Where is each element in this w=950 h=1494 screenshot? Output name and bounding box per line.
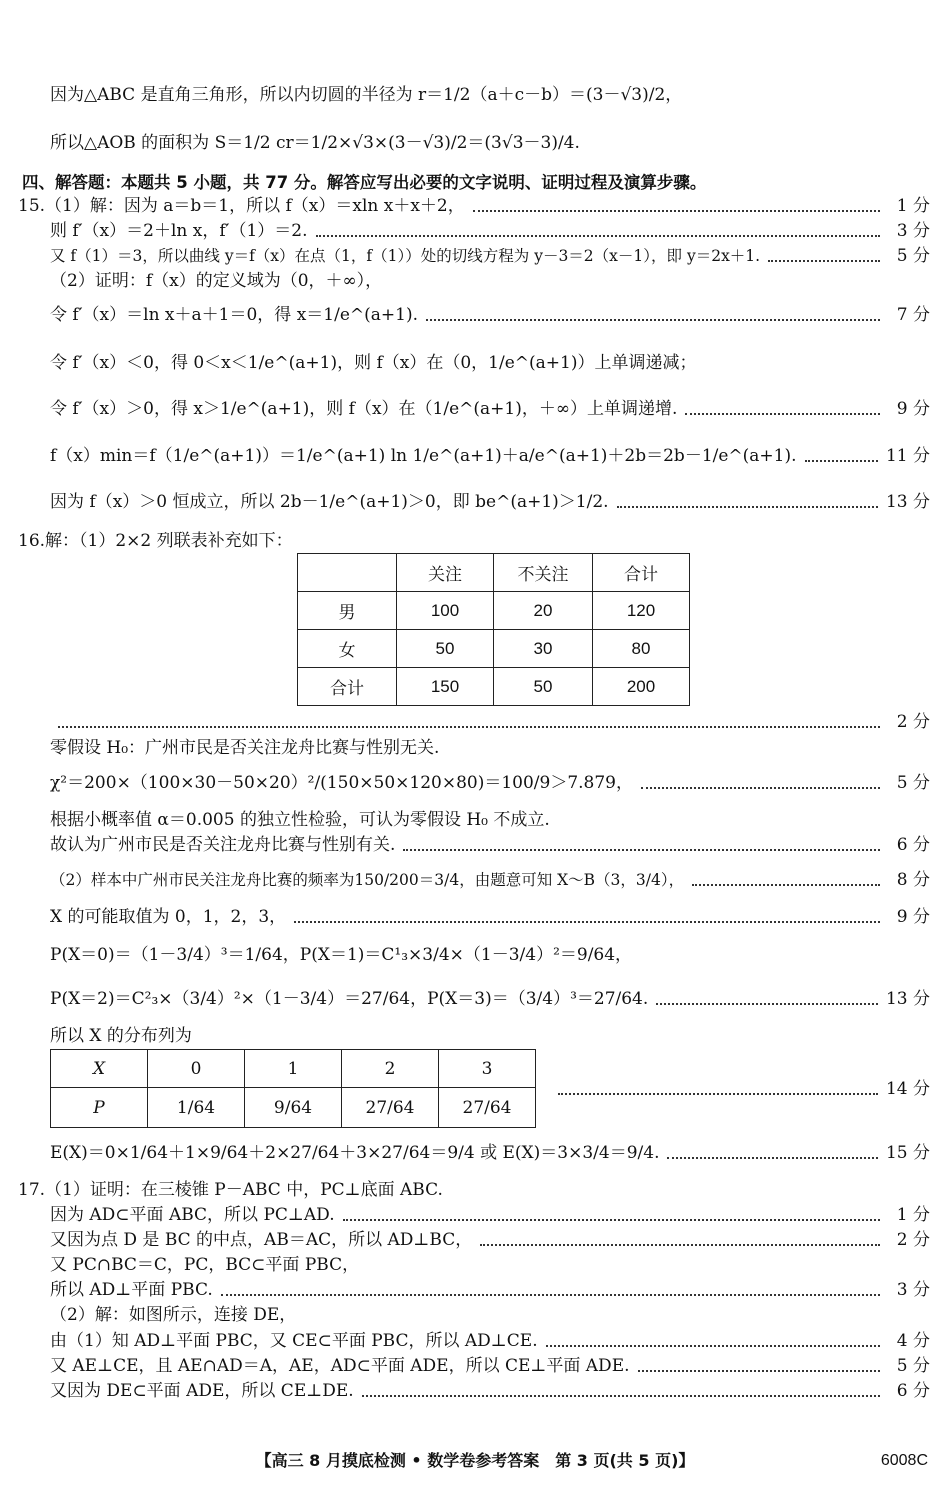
table-cell: P	[51, 1088, 148, 1128]
text-line	[550, 1076, 930, 1102]
text-line: P(X＝2)＝C²₃×（3/4）²×（1－3/4）＝27/64，P(X＝3)＝（3/4）³＝27/64. 13 分	[50, 986, 930, 1012]
score-label: 5 分	[896, 773, 930, 793]
text-line: （2）证明：f（x）的定义域为（0，＋∞），	[50, 271, 383, 291]
score-label: 2 分	[896, 1230, 930, 1250]
table-cell: 2	[342, 1050, 439, 1088]
score-label: 11 分	[885, 446, 930, 466]
text-line: 零假设 H₀：广州市民是否关注龙舟比赛与性别无关.	[50, 738, 440, 758]
text-line: P(X＝0)＝（1－3/4）³＝1/64，P(X＝1)＝C¹₃×3/4×（1－3/4）²＝9/64，	[50, 945, 633, 965]
score-label: 9 分	[896, 399, 930, 419]
footer-code: 6008C	[880, 1452, 928, 1469]
table-header-cell: 关注	[397, 554, 494, 592]
contingency-table	[297, 553, 690, 706]
distribution-table	[50, 1049, 536, 1128]
text-line: 又 AE⊥CE，且 AE∩AD＝A，AE，AD⊂平面 ADE，所以 CE⊥平面 ADE. 5 分	[50, 1353, 930, 1379]
page-footer	[0, 1448, 950, 1474]
table-cell: 150	[397, 668, 494, 706]
text-line: 令 f′（x）＜0，得 0＜x＜1/e^(a+1)，则 f（x）在（0，1/e^(a+1)）上单调递减；	[50, 353, 697, 373]
text-line: 由（1）知 AD⊥平面 PBC，又 CE⊂平面 PBC，所以 AD⊥CE. 4 分	[50, 1328, 930, 1354]
text-line: 根据小概率值 α＝0.005 的独立性检验，可认为零假设 H₀ 不成立.	[50, 810, 550, 830]
text-line: 所以 X 的分布列为	[50, 1026, 192, 1046]
score-label: 8 分	[896, 870, 930, 890]
score-label: 6 分	[896, 1381, 930, 1401]
table-cell: 男	[298, 592, 397, 630]
text-line: X 的可能取值为 0，1，2，3， 9 分	[50, 904, 930, 930]
table-cell: 200	[593, 668, 690, 706]
text-line: （2）样本中广州市民关注龙舟比赛的频率为150/200＝3/4，由题意可知 X～B（3，3/4）， 8 分	[50, 867, 930, 893]
table-cell: 27/64	[439, 1088, 536, 1128]
table-header-cell: 合计	[593, 554, 690, 592]
table-cell: 30	[494, 630, 593, 668]
text-line: 15.（1）解：因为 a＝b＝1，所以 f（x）＝xln x＋x＋2， 1 分	[18, 193, 930, 219]
score-label: 2 分	[896, 712, 930, 732]
score-label: 4 分	[896, 1331, 930, 1351]
table-cell: 50	[397, 630, 494, 668]
text-line	[50, 709, 930, 735]
text-line: 则 f′（x）＝2＋ln x，f′（1）＝2. 3 分	[50, 218, 930, 244]
score-label: 13 分	[885, 492, 930, 512]
score-label: 7 分	[896, 305, 930, 325]
text-line: 因为△ABC 是直角三角形，所以内切圆的半径为 r＝1/2（a＋c－b）＝(3－√3)/2，	[50, 85, 683, 105]
text-line: 17.（1）证明：在三棱锥 P－ABC 中，PC⊥底面 ABC.	[18, 1180, 443, 1200]
text-line: 令 f′（x）＝ln x＋a＋1＝0，得 x＝1/e^(a+1). 7 分	[50, 302, 930, 328]
table-cell: 0	[148, 1050, 245, 1088]
table-cell: 27/64	[342, 1088, 439, 1128]
score-label: 1 分	[896, 1205, 930, 1225]
text-line: 又 f（1）＝3，所以曲线 y＝f（x）在点（1，f（1））处的切线方程为 y－3＝2（x－1），即 y＝2x＋1. 5 分	[50, 243, 930, 269]
table-header-cell: 不关注	[494, 554, 593, 592]
footer-title: 【高三 8 月摸底检测 • 数学卷参考答案 第 3 页(共 5 页)】	[255, 1451, 695, 1470]
score-label: 14 分	[885, 1079, 930, 1099]
text-line: 16.解：（1）2×2 列联表补充如下：	[18, 531, 293, 551]
table-cell: 合计	[298, 668, 397, 706]
table-row	[298, 592, 690, 630]
score-label: 1 分	[896, 196, 930, 216]
table-header-cell	[298, 554, 397, 592]
score-label: 6 分	[896, 835, 930, 855]
table-cell: 1/64	[148, 1088, 245, 1128]
section-heading: 四、解答题：本题共 5 小题，共 77 分。解答应写出必要的文字说明、证明过程及演算步骤。	[22, 173, 707, 192]
score-label: 5 分	[896, 1356, 930, 1376]
score-label: 9 分	[896, 907, 930, 927]
text-line: E(X)＝0×1/64＋1×9/64＋2×27/64＋3×27/64＝9/4 或 E(X)＝3×3/4＝9/4. 15 分	[50, 1140, 930, 1166]
table-cell: 20	[494, 592, 593, 630]
table-row	[298, 668, 690, 706]
table-cell: 3	[439, 1050, 536, 1088]
table-cell: 50	[494, 668, 593, 706]
text-line: 令 f′（x）＞0，得 x＞1/e^(a+1)，则 f（x）在（1/e^(a+1)，＋∞）上单调递增. 9 分	[50, 396, 930, 422]
text-line: （2）解：如图所示，连接 DE，	[50, 1305, 297, 1325]
score-label: 3 分	[896, 1280, 930, 1300]
table-cell: 120	[593, 592, 690, 630]
table-row	[51, 1088, 536, 1128]
text-line: 所以△AOB 的面积为 S＝1/2 cr＝1/2×√3×(3－√3)/2＝(3√3－3)/4.	[50, 133, 580, 153]
score-label: 5 分	[896, 246, 930, 266]
text-line: f（x）min＝f（1/e^(a+1)）＝1/e^(a+1) ln 1/e^(a+1)＋a/e^(a+1)＋2b＝2b－1/e^(a+1). 11 分	[50, 443, 930, 469]
table-row	[298, 630, 690, 668]
text-line: 因为 AD⊂平面 ABC，所以 PC⊥AD. 1 分	[50, 1202, 930, 1228]
text-line: 又因为 DE⊂平面 ADE，所以 CE⊥DE. 6 分	[50, 1378, 930, 1404]
text-line: 故认为广州市民是否关注龙舟比赛与性别有关. 6 分	[50, 832, 930, 858]
table-cell: 9/64	[245, 1088, 342, 1128]
score-label: 15 分	[885, 1143, 930, 1163]
table-cell: 1	[245, 1050, 342, 1088]
score-label: 3 分	[896, 221, 930, 241]
text-line: 又 PC∩BC＝C，PC，BC⊂平面 PBC，	[50, 1255, 360, 1275]
text-line: 又因为点 D 是 BC 的中点，AB＝AC，所以 AD⊥BC， 2 分	[50, 1227, 930, 1253]
score-label: 13 分	[885, 989, 930, 1009]
table-row	[51, 1050, 536, 1088]
table-cell: 100	[397, 592, 494, 630]
table-cell: X	[51, 1050, 148, 1088]
table-cell: 女	[298, 630, 397, 668]
text-line: 因为 f（x）＞0 恒成立，所以 2b－1/e^(a+1)＞0，即 be^(a+1)＞1/2. 13 分	[50, 489, 930, 515]
text-line: χ²＝200×（100×30－50×20）²/(150×50×120×80)＝100/9＞7.879， 5 分	[50, 770, 930, 796]
text-line: 所以 AD⊥平面 PBC. 3 分	[50, 1277, 930, 1303]
table-cell: 80	[593, 630, 690, 668]
